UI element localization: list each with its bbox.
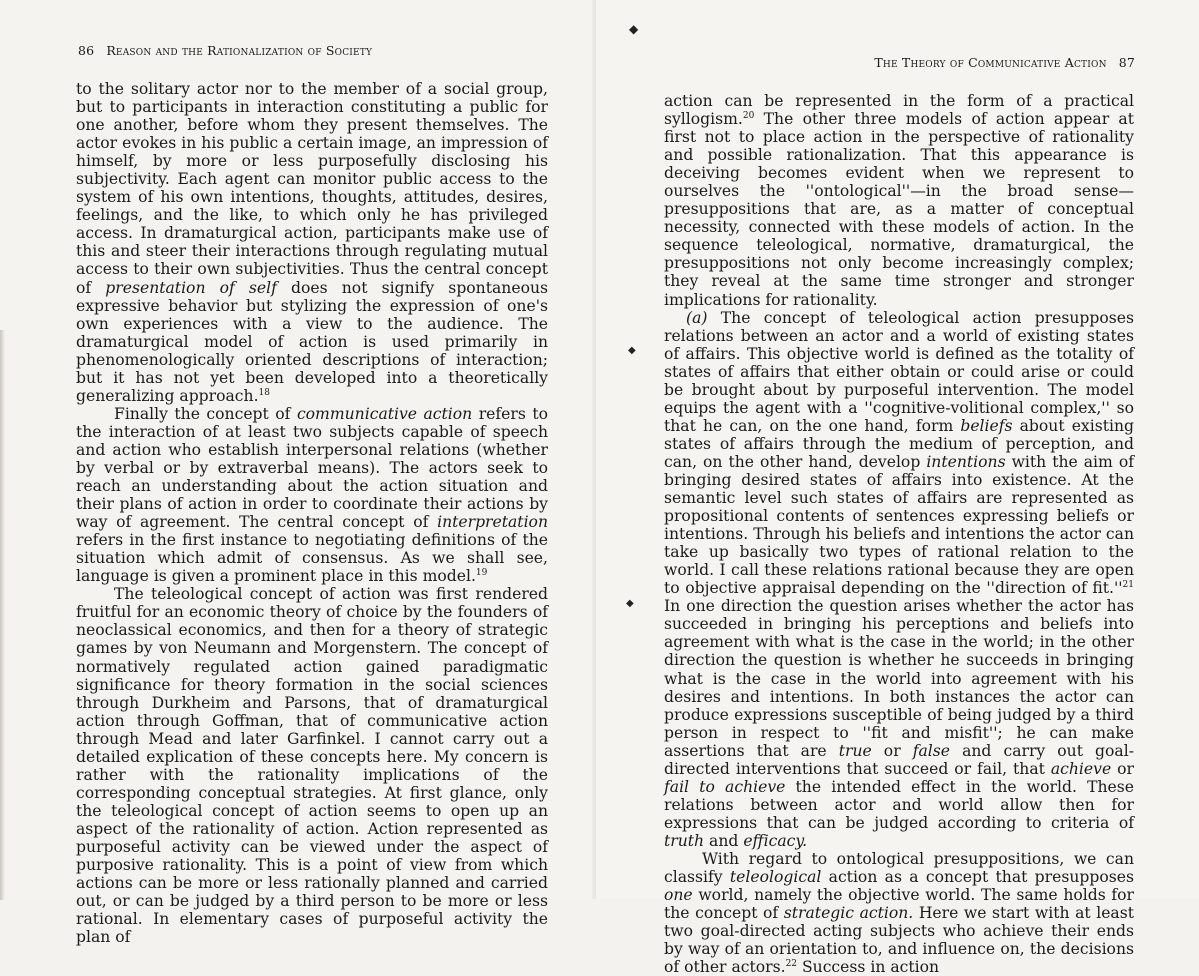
italic-text: true	[838, 741, 872, 760]
text-run: In one direction the question arises whether the actor has succeeded in bringing his perceptions and beliefs into agreement with what is the case in the world; in the other direction the question is whether he succeeds in bringing what is the case in the world into agreement with his desires and intentions. In both instances the actor can produce expressions susceptible of being judged by a third person in respect to ''fit and misfit''; he can make assertions that are	[664, 597, 1134, 760]
italic-text: truth	[664, 831, 705, 850]
text-run: action can be represented in the form of a practical syllogism.	[664, 92, 1134, 129]
text-run: or	[871, 741, 913, 760]
right-running-head: The Theory of Communicative Action	[874, 55, 1107, 70]
paragraph	[76, 405, 548, 585]
footnote-ref: 19	[475, 568, 488, 579]
text-run: the intended effect in the world. These relations between actor and world allow then for expressions that can be judged according to criteria of	[664, 777, 1134, 832]
right-running-header	[874, 55, 1135, 70]
italic-text: one	[664, 886, 693, 905]
italic-text: intentions	[926, 452, 1006, 471]
text-run: refers to the interaction of at least two subjects capable of speech and action who establish interpersonal relations (whether by verbal or by extraverbal means). The actors seek to reach an understanding about the action situation and their plans of action in order to coordinate their actions by way of agreement. The central concept of	[76, 404, 548, 532]
italic-text: (a)	[686, 308, 708, 327]
text-run: with the aim of bringing desired states of affairs into existence. At the semantic level such states of affairs are represented as propositional contents of sentences expressing beliefs or intentions. Through his beliefs and intentions the actor can take up basically two types of rational relation to the world. I call these relations rational because they are open to objective appraisal depending on the ''direction of fit.''	[664, 452, 1134, 598]
right-page-number: 87	[1118, 55, 1135, 70]
text-run: With regard to ontological presuppositions, we can classify	[664, 849, 1134, 887]
scan-speck: ◆	[626, 598, 634, 609]
italic-text: efficacy.	[743, 831, 808, 850]
italic-text: presentation of self	[105, 278, 277, 297]
text-run: The concept of teleological action presupposes relations between an actor and a world of existing states of affairs. This objective world is defined as the totality of states of affairs that either obtain or could arise or could be brought about by purposeful intervention. The model equips the agent with a ''cognitive-volitional complex,'' so that he can, on the one hand, form	[664, 308, 1134, 435]
italic-text: false	[912, 741, 951, 760]
text-run: action as a concept that presupposes	[821, 868, 1134, 887]
footnote-ref: 18	[258, 387, 270, 398]
paragraph	[664, 309, 1134, 850]
footnote-ref: 21	[1122, 580, 1134, 591]
paragraph	[664, 92, 1134, 309]
left-running-header	[78, 43, 372, 58]
left-page	[0, 0, 596, 947]
italic-text: teleological	[729, 868, 822, 887]
paragraph	[664, 850, 1134, 976]
text-run: world, namely the objective world. The same holds for the concept of	[664, 886, 1134, 923]
right-page	[596, 0, 1199, 976]
scan-speck: ◆	[629, 22, 639, 36]
italic-text: fail to achieve	[664, 777, 786, 796]
footnote-ref: 20	[742, 110, 755, 121]
text-run: Success in action	[797, 958, 940, 976]
italic-text: achieve	[1050, 759, 1112, 778]
left-running-head: Reason and the Rationalization of Society	[106, 43, 373, 58]
text-run: does not signify spontaneous expressive behavior but stylizing the expression of one's own experiences with a view to the audience. The dramaturgical model of action is used primarily in phenomenologically oriented descriptions of interaction; but it has not yet been developed into a theoretically generalizing approach.	[76, 278, 548, 405]
italic-text: interpretation	[437, 513, 548, 532]
text-run: about existing states of affairs through the medium of perception, and can, on the other hand, develop	[664, 416, 1135, 471]
text-run: The teleological concept of action was first rendered fruitful for an economic theory of choice by the founders of neoclassical economics, and then for a theory of strategic games by von Neumann and Morgenstern. The concept of normatively regulated action gained paradigmatic significance for theory formation in the social sciences through Durkheim and Parsons, that of dramaturgical action through Goffman, that of communicative action through Mead and later Garfinkel. I cannot carry out a detailed explication of these concepts here. My concern is rather with the rationality implications of the corresponding conceptual strategies. At first glance, only the teleological concept of action seems to open up an aspect of the rationality of action. Action represented as purposeful activity can be viewed under the aspect of purposive rationality. This is a point of view from which actions can be more or less rationally planned and carried out, or can be judged by a third person to be more or less rational. In elementary cases of purposeful activity the plan of	[76, 585, 548, 947]
right-body-text	[664, 92, 1134, 976]
scan-speck: ◆	[628, 345, 636, 356]
paragraph	[76, 80, 548, 405]
text-run: to the solitary actor nor to the member of a social group, but to participants in interaction constituting a public for one another, before whom they present themselves. The actor evokes in his public a certain image, an impression of himself, by more or less purposefully disclosing his subjectivity. Each agent can monitor public access to the system of his own intentions, thoughts, attitudes, desires, feelings, and the like, to which only he has privileged access. In dramaturgical action, participants make use of this and steer their interactions through regulating mutual access to their own subjectivities. Thus the central concept of	[76, 80, 548, 297]
left-body-text	[76, 80, 548, 946]
text-run: The other three models of action appear at first not to place action in the perspective of rationality and possible rationalization. That this appearance is deceiving becomes evident when we represent to ourselves the ''ontological''—in the broad sense—presuppositions that are, as a matter of conceptual necessity, connected with these models of action. In the sequence teleological, normative, dramaturgical, the presuppositions not only become increasingly complex; they reveal at the same time stronger and stronger implications for rationality.	[664, 110, 1134, 309]
paragraph	[76, 585, 548, 946]
left-page-number: 86	[78, 43, 95, 58]
text-run: and carry out goal-directed interventions that succeed or fail, that	[664, 741, 1134, 778]
italic-text: strategic action.	[783, 904, 914, 923]
text-run: Finally the concept of	[114, 404, 297, 423]
text-run: and	[704, 831, 744, 850]
text-run: Here we start with at least two goal-directed acting subjects who achieve their ends by way of an orientation to, and influence on, the decisions of other actors.	[664, 904, 1134, 976]
italic-text: communicative action	[296, 404, 473, 423]
footnote-ref: 22	[785, 959, 798, 970]
italic-text: beliefs	[960, 416, 1013, 435]
text-run: or	[1111, 759, 1134, 778]
text-run: refers in the first instance to negotiating definitions of the situation which admit of consensus. As we shall see, language is given a prominent place in this model.	[76, 531, 548, 586]
page-edge-shadow	[0, 330, 5, 900]
